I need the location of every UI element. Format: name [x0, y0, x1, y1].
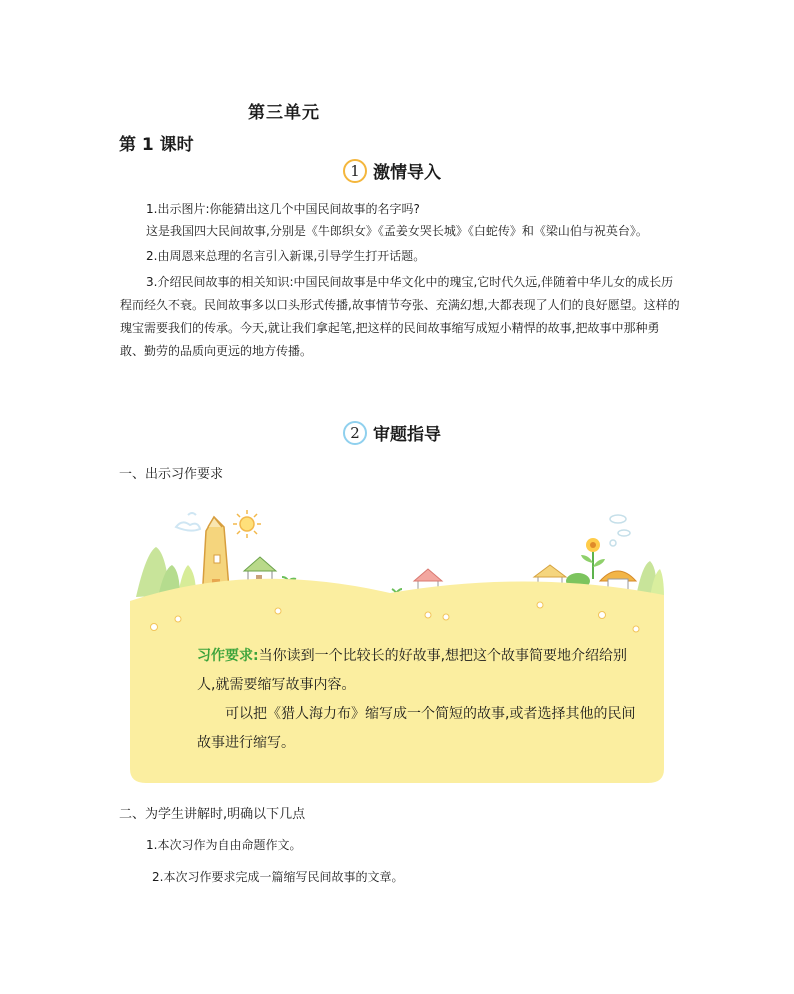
subsection-1-heading: 一、出示习作要求	[119, 467, 224, 482]
section1-title: 激情导入	[373, 163, 441, 183]
requirement-label: 习作要求:	[197, 648, 259, 664]
intro-item-1-answer: 这是我国四大民间故事,分别是《牛郎织女》《孟姜女哭长城》《白蛇传》和《梁山伯与祝英台》。	[146, 224, 648, 238]
section1-header	[343, 158, 441, 183]
cloud-icon	[176, 513, 200, 531]
section-number-badge: 2	[343, 421, 367, 445]
requirement-text-2: 可以把《猎人海力布》缩写成一个简短的故事,或者选择其他的民间故事进行缩写。	[197, 706, 636, 751]
cloud-icon	[610, 515, 630, 546]
section2-title: 审题指导	[373, 425, 441, 445]
intro-item-2: 2.由周恩来总理的名言引入新课,引导学生打开话题。	[146, 249, 426, 263]
section1-body	[120, 198, 680, 363]
point-1: 1.本次习作为自由命题作文。	[146, 838, 302, 852]
intro-item-1: 1.出示图片:你能猜出这几个中国民间故事的名字吗?	[146, 202, 420, 216]
intro-item-3: 3.介绍民间故事的相关知识:中国民间故事是中华文化中的瑰宝,它时代久远,伴随着中华儿女的成长历程而经久不衰。民间故事多以口头形式传播,故事情节夸张、充满幻想,大都表现了人们的良好愿望。这样的瑰宝需要我们的传承。今天,就让我们拿起笔,把这样的民间故事缩写成短小精悍的故事,把故事中那种勇敢、勤劳的品质向更远的地方传播。	[120, 275, 680, 358]
flower-icon	[581, 538, 605, 579]
section2-header	[343, 420, 441, 445]
sun-icon	[233, 510, 261, 538]
section-number-badge: 1	[343, 159, 367, 183]
writing-requirement-text	[197, 642, 637, 758]
lesson-title: 第 1 课时	[119, 135, 194, 155]
point-2: 2.本次习作要求完成一篇缩写民间故事的文章。	[152, 870, 404, 884]
unit-title: 第三单元	[248, 103, 320, 123]
requirement-text-1: 当你读到一个比较长的好故事,想把这个故事简要地介绍给别人,就需要缩写故事内容。	[197, 648, 628, 693]
subsection-2-heading: 二、为学生讲解时,明确以下几点	[119, 807, 306, 822]
